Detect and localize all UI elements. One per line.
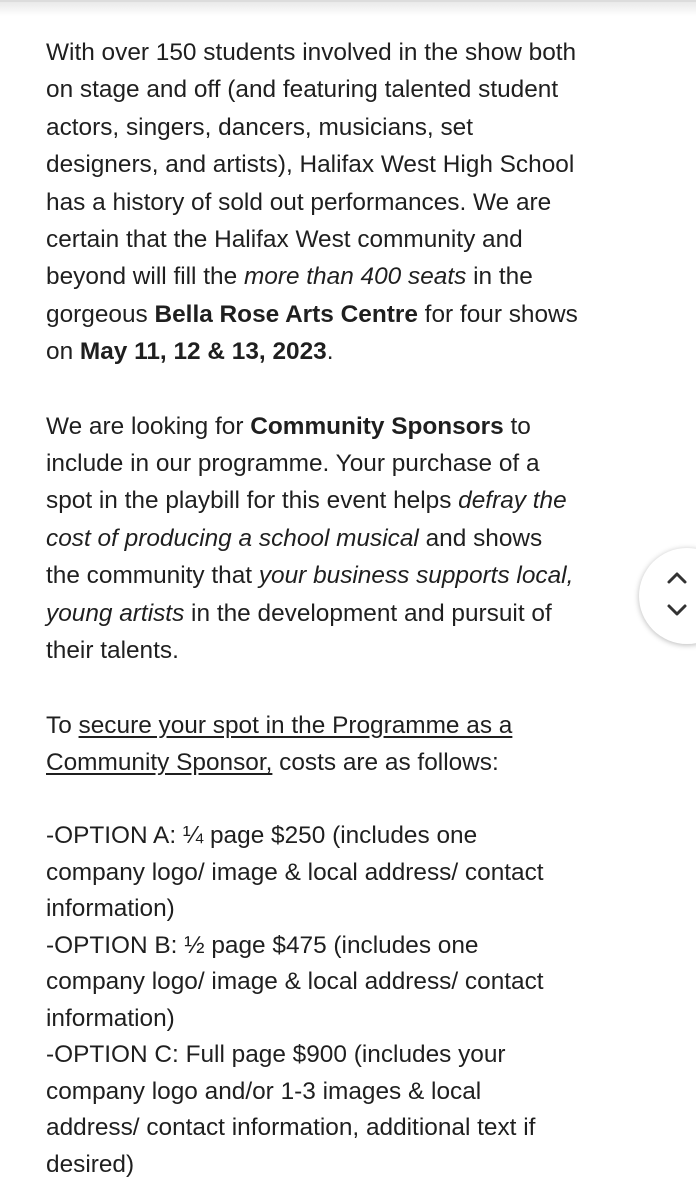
emphasis-cost: cost of producing a school musical bbox=[46, 524, 419, 552]
text-line bbox=[46, 258, 658, 295]
text-segment: costs are as follows: bbox=[272, 748, 499, 776]
emphasis-artists: young artists bbox=[46, 599, 185, 627]
secure-spot-link[interactable]: secure your spot in the Programme as a bbox=[78, 711, 513, 739]
text-line: actors, singers, dancers, musicians, set bbox=[46, 113, 474, 141]
paragraph-sponsors-request bbox=[46, 408, 658, 670]
text-line bbox=[46, 482, 658, 519]
paragraph-costs-intro bbox=[46, 707, 658, 782]
text-segment: on bbox=[46, 338, 80, 366]
option-c-line: address/ contact information, additional text if bbox=[46, 1114, 536, 1142]
document-body bbox=[46, 34, 658, 1183]
text-line bbox=[46, 296, 658, 333]
chevron-up-icon[interactable] bbox=[663, 564, 691, 592]
text-line bbox=[46, 707, 658, 744]
text-segment: and shows bbox=[418, 524, 543, 552]
text-segment: spot in the playbill for this event helps bbox=[46, 487, 459, 515]
text-line bbox=[46, 557, 658, 594]
top-edge-shadow bbox=[0, 0, 696, 16]
show-dates: May 11, 12 & 13, 2023 bbox=[79, 338, 327, 366]
paragraph-students-intro bbox=[46, 34, 658, 371]
emphasis-business: your business supports local, bbox=[258, 562, 574, 590]
text-segment: We are looking for bbox=[46, 412, 251, 440]
option-b-line: company logo/ image & local address/ contact bbox=[46, 968, 544, 996]
text-line bbox=[46, 744, 658, 781]
text-segment: To bbox=[46, 711, 79, 739]
venue-name: Bella Rose Arts Centre bbox=[154, 300, 418, 328]
option-b-line: information) bbox=[46, 1004, 175, 1032]
text-line: has a history of sold out performances. We are bbox=[46, 188, 552, 216]
option-a-line: -OPTION A: ¼ page $250 (includes one bbox=[46, 822, 478, 850]
text-line: on stage and off (and featuring talented student bbox=[46, 76, 559, 104]
community-sponsors-heading: Community Sponsors bbox=[250, 412, 504, 440]
text-segment: beyond will fill the bbox=[46, 263, 244, 291]
community-sponsor-link[interactable]: Community Sponsor, bbox=[46, 748, 273, 776]
text-segment: to bbox=[503, 412, 531, 440]
text-line: certain that the Halifax West community and bbox=[46, 226, 523, 254]
emphasis-defray: defray the bbox=[458, 487, 567, 515]
chevron-down-icon[interactable] bbox=[663, 596, 691, 624]
text-line: With over 150 students involved in the show both bbox=[46, 39, 577, 66]
text-segment: gorgeous bbox=[46, 300, 155, 328]
text-line: designers, and artists), Halifax West High School bbox=[46, 151, 575, 179]
option-b-line: -OPTION B: ½ page $475 (includes one bbox=[46, 931, 479, 959]
text-line bbox=[46, 595, 658, 632]
option-c-line: desired) bbox=[46, 1150, 135, 1178]
option-c-line: company logo and/or 1-3 images & local bbox=[46, 1077, 482, 1105]
text-line: include in our programme. Your purchase of a bbox=[46, 450, 540, 478]
text-segment: in the development and pursuit of bbox=[184, 599, 552, 627]
text-segment: the community that bbox=[46, 562, 259, 590]
emphasis-seats: more than 400 seats bbox=[243, 263, 467, 291]
text-line: their talents. bbox=[46, 637, 179, 665]
text-segment: in the bbox=[466, 263, 533, 291]
text-line bbox=[46, 333, 658, 370]
text-segment: for four shows bbox=[417, 300, 578, 328]
option-a-line: company logo/ image & local address/ contact bbox=[46, 858, 544, 886]
sponsor-options-list bbox=[46, 818, 658, 1183]
text-segment: . bbox=[326, 338, 334, 366]
text-line bbox=[46, 408, 658, 445]
option-a-line: information) bbox=[46, 895, 175, 923]
text-line bbox=[46, 520, 658, 557]
option-c-line: -OPTION C: Full page $900 (includes your bbox=[46, 1041, 506, 1069]
